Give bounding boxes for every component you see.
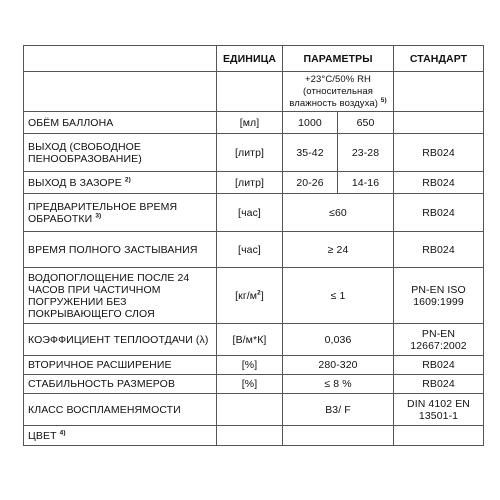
conditions-line-1: +23°C/50% RH — [305, 73, 371, 85]
property-unit: [литр] — [217, 172, 283, 194]
property-name: ВРЕМЯ ПОЛНОГО ЗАСТЫВАНИЯ — [24, 232, 217, 268]
unit-superscript: 2 — [257, 289, 261, 296]
property-unit: [час] — [217, 194, 283, 232]
property-name: КЛАСС ВОСПЛАМЕНЯМОСТИ — [24, 394, 217, 426]
property-standard: RB024 — [394, 375, 484, 394]
property-value: ≤60 — [283, 194, 394, 232]
property-value: 280-320 — [283, 356, 394, 375]
header-standard: СТАНДАРТ — [394, 46, 484, 72]
table-row — [24, 134, 484, 172]
property-unit: [%] — [217, 356, 283, 375]
conditions-footnote: 5) — [380, 96, 387, 104]
table-row — [24, 268, 484, 324]
value-1000ml: 35-42 — [283, 134, 338, 172]
conditions-line-2: (относительная — [303, 85, 373, 97]
property-name: ВТОРИЧНОЕ РАСШИРЕНИЕ — [24, 356, 217, 375]
table-row — [24, 356, 484, 375]
property-unit: [кг/м — [235, 289, 258, 302]
property-standard: DIN 4102 EN 13501-1 — [394, 394, 484, 426]
property-standard: RB024 — [394, 134, 484, 172]
value-1000ml: 20-26 — [283, 172, 338, 194]
property-unit — [217, 394, 283, 426]
table-row — [24, 172, 484, 194]
unit-bracket: ] — [260, 289, 264, 302]
table-row — [24, 324, 484, 356]
table-row — [24, 375, 484, 394]
property-standard: RB024 — [394, 194, 484, 232]
property-unit — [217, 426, 283, 446]
table-row — [24, 194, 484, 232]
property-standard: RB024 — [394, 356, 484, 375]
table-row — [24, 426, 484, 446]
property-footnote: 3) — [95, 212, 102, 219]
property-value — [283, 426, 394, 446]
property-name: КОЭФФИЦИЕНТ ТЕПЛООТДАЧИ (λ) — [24, 324, 217, 356]
header-unit: ЕДИНИЦА — [217, 46, 283, 72]
property-unit: [литр] — [217, 134, 283, 172]
property-standard: RB024 — [394, 172, 484, 194]
test-conditions — [283, 72, 394, 112]
specifications-table — [23, 45, 484, 446]
table-row — [24, 394, 484, 426]
value-650ml: 650 — [338, 112, 394, 134]
property-name: СТАБИЛЬНОСТЬ РАЗМЕРОВ — [24, 375, 217, 394]
property-name: ЦВЕТ — [28, 429, 57, 442]
conditions-row — [24, 72, 484, 112]
property-name: ОБЁМ БАЛЛОНА — [24, 112, 217, 134]
property-standard — [394, 426, 484, 446]
header-params: ПАРАМЕТРЫ — [283, 46, 394, 72]
value-650ml: 14-16 — [338, 172, 394, 194]
property-value: 0,036 — [283, 324, 394, 356]
property-standard — [394, 112, 484, 134]
value-1000ml: 1000 — [283, 112, 338, 134]
property-standard: PN-EN 12667:2002 — [394, 324, 484, 356]
property-footnote: 4) — [59, 429, 66, 436]
property-value: ≤ 8 % — [283, 375, 394, 394]
table-row — [24, 232, 484, 268]
property-unit: [мл] — [217, 112, 283, 134]
conditions-line-3: влажность воздуха) — [289, 97, 378, 109]
header-row — [24, 46, 484, 72]
property-value: ≥ 24 — [283, 232, 394, 268]
property-name: ПРЕДВАРИТЕЛЬНОЕ ВРЕМЯ ОБРАБОТКИ — [28, 200, 178, 225]
property-standard: PN-EN ISO 1609:1999 — [394, 268, 484, 324]
property-unit: [%] — [217, 375, 283, 394]
header-property — [24, 46, 217, 72]
table-row — [24, 112, 484, 134]
property-name: ВОДОПОГЛОЩЕНИЕ ПОСЛЕ 24 ЧАСОВ ПРИ ЧАСТИЧНОМ ПОГРУЖЕНИИ БЕЗ ПОКРЫВАЮЩЕГО СЛОЯ — [24, 268, 217, 324]
property-value: B3/ F — [283, 394, 394, 426]
value-650ml: 23-28 — [338, 134, 394, 172]
property-standard: RB024 — [394, 232, 484, 268]
property-unit: [В/м*К] — [217, 324, 283, 356]
property-footnote: 2) — [124, 176, 131, 183]
property-unit: [час] — [217, 232, 283, 268]
property-name: ВЫХОД (СВОБОДНОЕ ПЕНООБРАЗОВАНИЕ) — [24, 134, 217, 172]
property-name: ВЫХОД В ЗАЗОРЕ — [28, 176, 122, 189]
property-value: ≤ 1 — [283, 268, 394, 324]
